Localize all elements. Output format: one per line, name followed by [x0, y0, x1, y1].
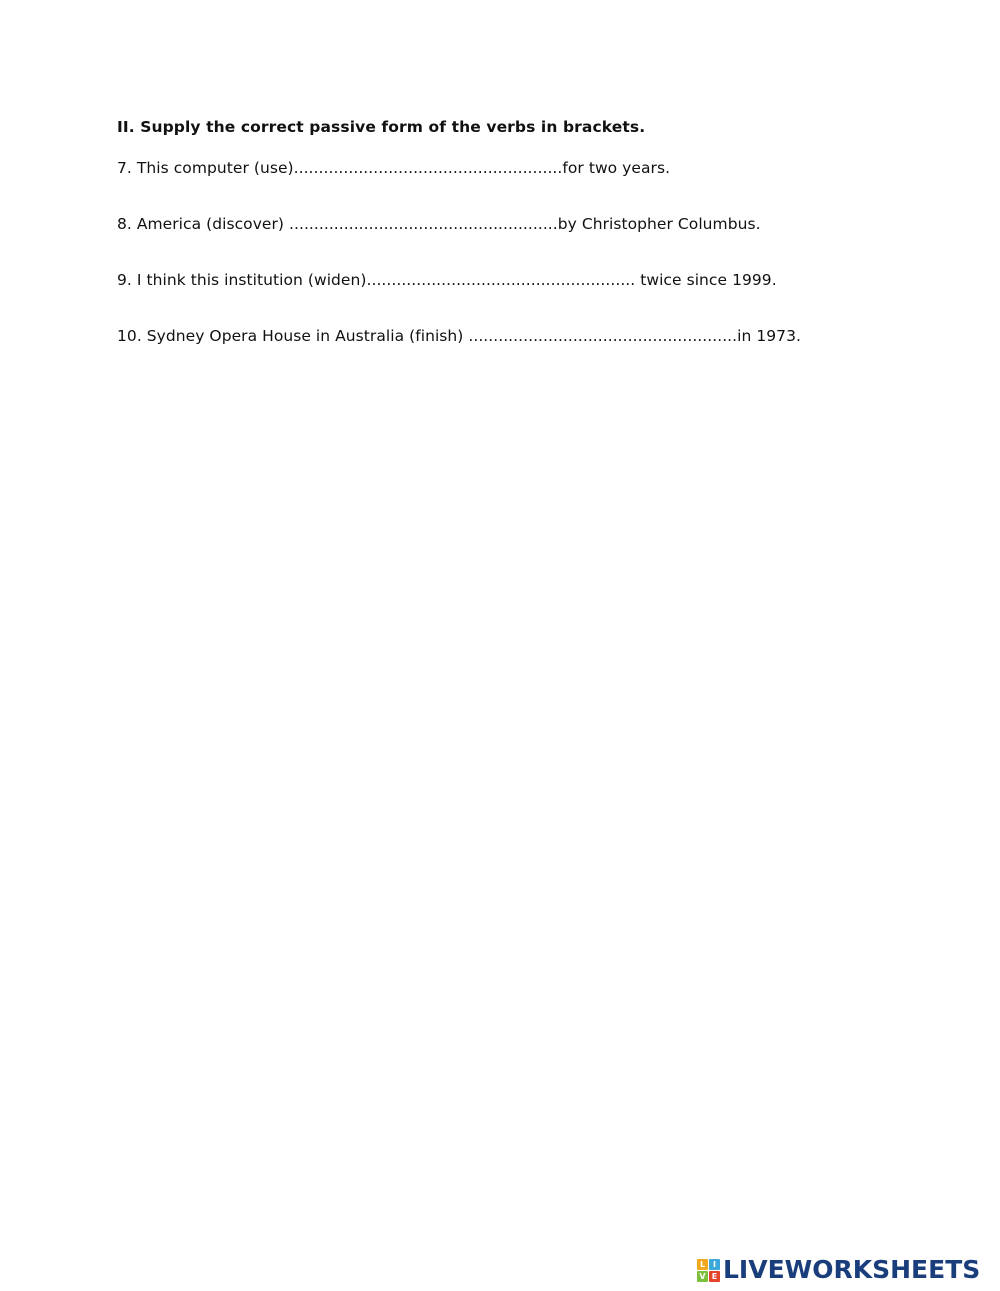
liveworksheets-logo [697, 1255, 980, 1285]
logo-blocks-icon [697, 1259, 720, 1282]
logo-block-l: L [697, 1259, 708, 1270]
question-8: 8. America (discover) ......................................................by Christopher Columbus. [117, 215, 761, 233]
question-10: 10. Sydney Opera House in Australia (finish) ......................................................in 1973. [117, 327, 801, 345]
question-7: 7. This computer (use)......................................................for two years. [117, 159, 671, 177]
logo-block-i: I [709, 1259, 720, 1270]
section-heading: II. Supply the correct passive form of the verbs in brackets. [117, 118, 646, 136]
logo-block-e: E [709, 1271, 720, 1282]
logo-block-v: V [697, 1271, 708, 1282]
logo-text: LIVEWORKSHEETS [723, 1255, 981, 1284]
question-9: 9. I think this institution (widen)...................................................... twice since 1999. [117, 271, 777, 289]
